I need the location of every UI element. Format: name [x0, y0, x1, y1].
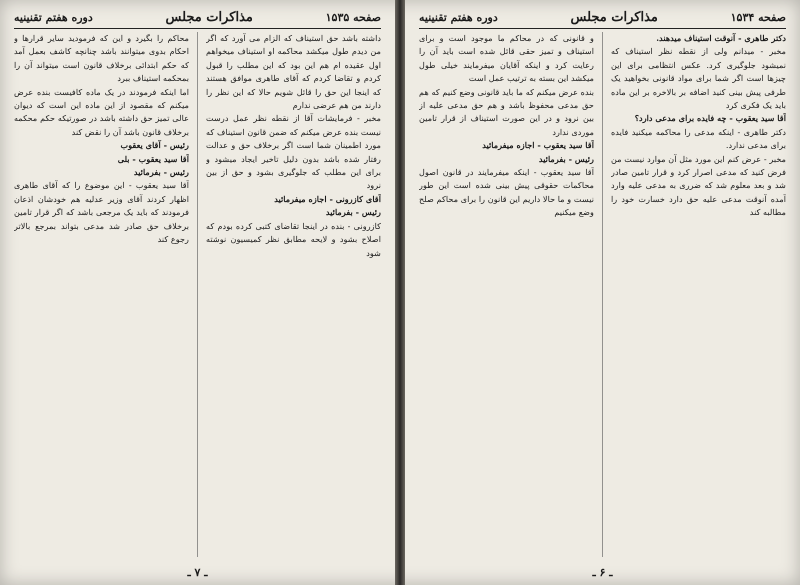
left-page — [0, 0, 395, 585]
page-footer: ـ ۷ ـ — [187, 566, 208, 579]
column-right — [206, 32, 381, 557]
paragraph: کازرونی - بنده در اینجا تقاضای کتبی کرده بودم که اصلاح بشود و لایحه مطابق نظر کمیسیون نوشته شود — [206, 220, 381, 258]
column-right — [611, 32, 786, 557]
paragraph: دکتر طاهری - آنوقت استیناف میدهند. — [656, 33, 786, 43]
text-columns — [14, 32, 381, 557]
page-footer: ـ ۶ ـ — [592, 566, 613, 579]
column-left — [14, 32, 189, 557]
paragraph: داشته باشد حق استیناف که الزام می آورد که اگر من دیدم طول میکشد محاکمه او استیناف میخواهم اول عقیده ام هم این بود که این مطلب را قبول کردم و تقاضا کردم که آقای طاهری موافق هستند که اینجا این حق را قائل شویم حالا که این نظر را دارند من هم عرضی ندارم — [206, 33, 381, 111]
paragraph: اما اینکه فرمودند در یک ماده کافیست بنده عرض میکنم که مقصود از این ماده این است که دیوان عالی تمیز حق داشته باشد در صورتیکه حکم محکمه برخلاف قانون باشد آن را نقض کند — [14, 86, 189, 137]
page-number: صفحه ۱۵۳۵ — [325, 10, 381, 24]
paragraph: آقای کازرونی - اجازه میفرمائید — [274, 193, 381, 204]
session-label: دوره هفتم تقنینیه — [14, 10, 93, 24]
paragraph: محاکم را بگیرد و این که فرمودید سایر قرارها و احکام بدوی میتوانند باشد چنانچه کاشف بعمل آمد که حکم ابتدائی برخلاف قانون است میتواند آن را بمحکمه استیناف ببرد — [14, 33, 189, 84]
page-header — [419, 6, 786, 29]
column-divider — [602, 32, 603, 557]
column-divider — [197, 32, 198, 557]
page-number: صفحه ۱۵۳۴ — [730, 10, 786, 24]
column-left — [419, 32, 594, 557]
page-title: مذاکرات مجلس — [570, 9, 658, 25]
paragraph: مخبر - میدانم ولی از نقطه نظر استیناف که نمیشود جلوگیری کرد. عکس انتظامی برای این چیزها است اگر شما برای مواد قانونی بخواهید یک طرفی پیش بینی کنید اضافه بر بالاخره بر این ماده باید یک فکری کرد — [611, 46, 786, 111]
paragraph: مخبر - فرمایشات آقا از نقطه نظر عمل درست نیست بنده عرض میکنم که ضمن قانون استیناف که مورد اطمینان شما است اگر برخلاف حق و عدالت رفتار شده باشد بدون دلیل تاخیر ایجاد میشود و برای این مطلب که جلوگیری بشود و حق از بین نرود — [206, 113, 381, 191]
book-gutter — [395, 0, 405, 585]
paragraph: رئیس - بفرمائید — [538, 153, 594, 164]
paragraph: رئیس - آقای یعقوب — [120, 140, 189, 151]
right-page — [405, 0, 800, 585]
paragraph: و قانونی که در محاکم ما موجود است و برای استیناف و تمیز حقی قائل شده است باید آن را رعایت کرد و اینکه آقایان میفرمایند خیلی طول میکشد این بسته به ترتیب عمل است — [419, 33, 594, 84]
paragraph: آقا سید یعقوب - این موضوع را که آقای طاهری اظهار کردند آقای وزیر عدلیه هم خودشان اذعان فرمودند که باید یک مرجعی باشد که اگر قرار تامین برخلاف حق صادر شد مدعی بتواند بمرجع بالاتر رجوع کند — [14, 180, 189, 245]
paragraph: رئیس - بفرمائید — [325, 207, 381, 218]
paragraph: بنده عرض میکنم که ما باید قانونی وضع کنیم که هم حق مدعی محفوظ باشد و هم حق مدعی علیه از بین نرود و در این صورت استیناف از قرار تامین موردی ندارد — [419, 86, 594, 137]
paragraph: رئیس - بفرمائید — [133, 167, 189, 178]
paragraph: مخبر - عرض کنم این مورد مثل آن موارد نیست من فرض کنید که مدعی اصرار کرد و قرار تامین صادر شد و بعد معلوم شد که ضرری به مدعی علیه وارد آمده آنوقت مدعی علیه حق دارد خسارت خود را مطالبه کند — [611, 153, 786, 218]
paragraph: آقا سید یعقوب - اینکه میفرمایند در قانون اصول محاکمات حقوقی پیش بینی شده است این طور نیست و ما حالا داریم این قانون را برای محاکم صلح وضع میکنیم — [419, 167, 594, 218]
page-header — [14, 6, 381, 29]
paragraph: دکتر طاهری - اینکه مدعی را محاکمه میکنید فایده برای مدعی ندارد. — [611, 126, 786, 151]
session-label: دوره هفتم تقنینیه — [419, 10, 498, 24]
text-columns — [419, 32, 786, 557]
page-title: مذاکرات مجلس — [165, 9, 253, 25]
paragraph: آقا سید یعقوب - بلی — [117, 153, 189, 164]
paragraph: آقا سید یعقوب - اجازه میفرمائید — [482, 140, 594, 151]
paragraph: آقا سید یعقوب - چه فایده برای مدعی دارد؟ — [634, 113, 786, 124]
